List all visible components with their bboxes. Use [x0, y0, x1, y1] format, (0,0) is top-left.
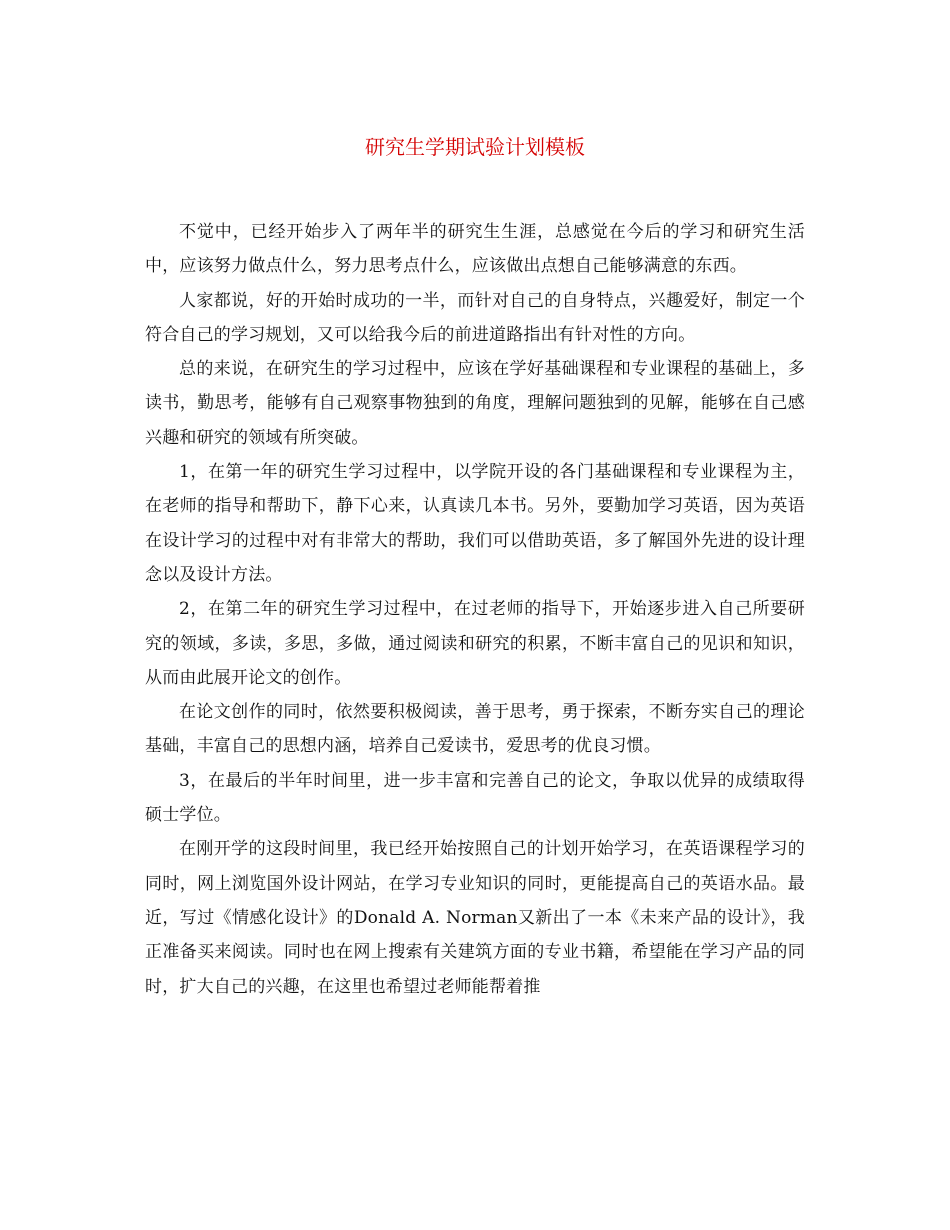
- paragraph-intro: 不觉中，已经开始步入了两年半的研究生生涯，总感觉在今后的学习和研究生活中，应该努力做点什么，努力思考点什么，应该做出点想自己能够满意的东西。: [145, 222, 805, 277]
- document-title: 研究生学期试验计划模板: [365, 135, 585, 159]
- paragraph-planning: 人家都说，好的开始时成功的一半，而针对自己的自身特点，兴趣爱好，制定一个符合自己的学习规划，又可以给我今后的前进道路指出有针对性的方向。: [145, 290, 805, 345]
- paragraph-first-year: 1，在第一年的研究生学习过程中，以学院开设的各门基础课程和专业课程为主，在老师的指导和帮助下，静下心来，认真读几本书。另外，要勤加学习英语，因为英语在设计学习的过程中对有非常大的帮助，我们可以借助英语，多了解国外先进的设计理念以及设计方法。: [145, 462, 805, 585]
- paragraph-thesis-writing: 在论文创作的同时，依然要积极阅读，善于思考，勇于探索，不断夯实自己的理论基础，丰富自己的思想内涵，培养自己爱读书，爱思考的优良习惯。: [145, 702, 805, 757]
- paragraph-current-progress: 在刚开学的这段时间里，我已经开始按照自己的计划开始学习，在英语课程学习的同时，网上浏览国外设计网站，在学习专业知识的同时，更能提高自己的英语水品。最近，写过《情感化设计》的Donald A. Norman又新出了一本《未来产品的设计》，我正准备买来阅读。同时也在网上搜索有关建筑方面的专业书籍，希望能在学习产品的同时，扩大自己的兴趣，在这里也希望过老师能帮着推: [145, 839, 805, 997]
- paragraph-summary: 总的来说，在研究生的学习过程中，应该在学好基础课程和专业课程的基础上，多读书，勤思考，能够有自己观察事物独到的角度，理解问题独到的见解，能够在自己感兴趣和研究的领域有所突破。: [145, 359, 805, 448]
- paragraph-final-half-year: 3，在最后的半年时间里，进一步丰富和完善自己的论文，争取以优异的成绩取得硕士学位。: [145, 770, 805, 826]
- paragraph-second-year: 2，在第二年的研究生学习过程中，在过老师的指导下，开始逐步进入自己所要研究的领域，多读，多思，多做，通过阅读和研究的积累，不断丰富自己的见识和知识，从而由此展开论文的创作。: [145, 599, 805, 688]
- document-body: [145, 215, 805, 1004]
